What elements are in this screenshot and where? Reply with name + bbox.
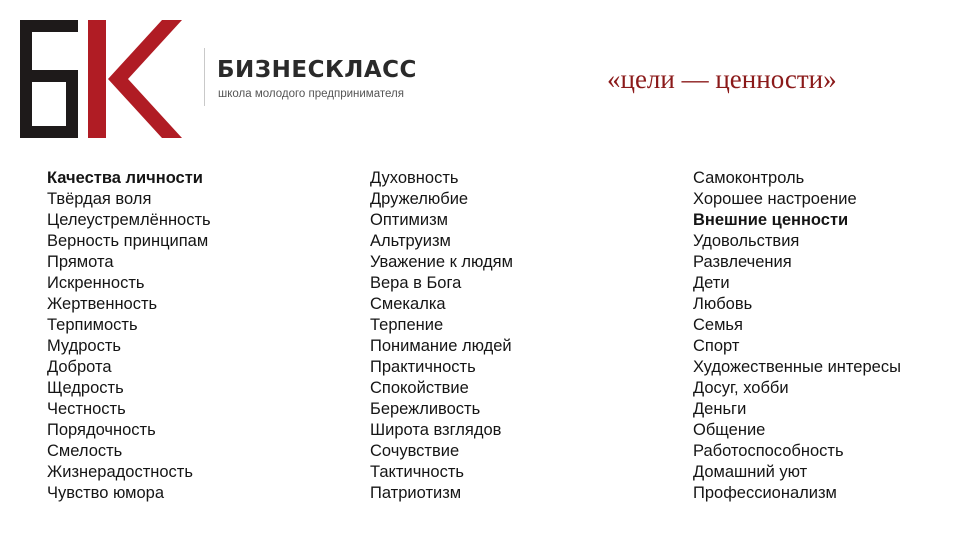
value-item: Деньги bbox=[693, 400, 747, 418]
value-item: Дружелюбие bbox=[370, 190, 469, 208]
value-item: Развлечения bbox=[693, 253, 792, 271]
value-item: Широта взглядов bbox=[370, 421, 502, 439]
value-item: Практичность bbox=[370, 358, 476, 376]
value-item: Щедрость bbox=[47, 379, 124, 397]
value-item: Спокойствие bbox=[370, 379, 469, 397]
value-item: Прямота bbox=[47, 253, 114, 271]
value-item: Мудрость bbox=[47, 337, 122, 355]
brand-tagline: школа молодого предпринимателя bbox=[218, 88, 404, 100]
value-item: Самоконтроль bbox=[693, 169, 805, 187]
value-item: Духовность bbox=[370, 169, 459, 187]
value-item: Смелость bbox=[47, 442, 123, 460]
value-item: Дети bbox=[693, 274, 730, 292]
value-item: Понимание людей bbox=[370, 337, 512, 355]
value-item: Хорошее настроение bbox=[693, 190, 857, 208]
value-item: Жертвенность bbox=[47, 295, 158, 313]
value-item: Вера в Бога bbox=[370, 274, 462, 292]
logo-k-stem bbox=[88, 20, 106, 138]
logo-k-arms bbox=[108, 20, 182, 138]
section-heading: Качества личности bbox=[47, 169, 203, 187]
value-item: Терпимость bbox=[47, 316, 138, 334]
bk-logo bbox=[20, 20, 182, 138]
value-item: Твёрдая воля bbox=[47, 190, 152, 208]
logo-b-counter bbox=[32, 82, 66, 126]
section-heading: Внешние ценности bbox=[693, 211, 849, 229]
value-item: Общение bbox=[693, 421, 766, 439]
value-item: Жизнерадостность bbox=[47, 463, 193, 481]
logo-divider bbox=[204, 48, 205, 106]
values-column-1 bbox=[47, 168, 211, 504]
values-column-3 bbox=[693, 168, 901, 504]
value-item: Досуг, хобби bbox=[693, 379, 789, 397]
value-item: Сочувствие bbox=[370, 442, 460, 460]
value-item: Любовь bbox=[693, 295, 753, 313]
brand-name: БИЗНЕСКЛАСС bbox=[217, 57, 417, 83]
value-item: Верность принципам bbox=[47, 232, 209, 250]
value-item: Искренность bbox=[47, 274, 145, 292]
value-item: Бережливость bbox=[370, 400, 481, 418]
value-item: Оптимизм bbox=[370, 211, 449, 229]
value-item: Спорт bbox=[693, 337, 740, 355]
value-item: Удовольствия bbox=[693, 232, 800, 250]
value-item: Честность bbox=[47, 400, 126, 418]
values-column-2 bbox=[370, 168, 513, 504]
value-item: Домашний уют bbox=[693, 463, 808, 481]
value-item: Чувство юмора bbox=[47, 484, 165, 502]
value-item: Уважение к людям bbox=[370, 253, 513, 271]
value-item: Порядочность bbox=[47, 421, 156, 439]
value-item: Тактичность bbox=[370, 463, 464, 481]
value-item: Альтруизм bbox=[370, 232, 451, 250]
value-item: Профессионализм bbox=[693, 484, 837, 502]
value-item: Семья bbox=[693, 316, 743, 334]
value-item: Смекалка bbox=[370, 295, 446, 313]
value-item: Художественные интересы bbox=[693, 358, 901, 376]
slide-title: «цели — ценности» bbox=[607, 64, 837, 94]
value-item: Доброта bbox=[47, 358, 112, 376]
value-item: Целеустремлённость bbox=[47, 211, 211, 229]
value-item: Работоспособность bbox=[693, 442, 844, 460]
value-item: Терпение bbox=[370, 316, 444, 334]
value-item: Патриотизм bbox=[370, 484, 462, 502]
